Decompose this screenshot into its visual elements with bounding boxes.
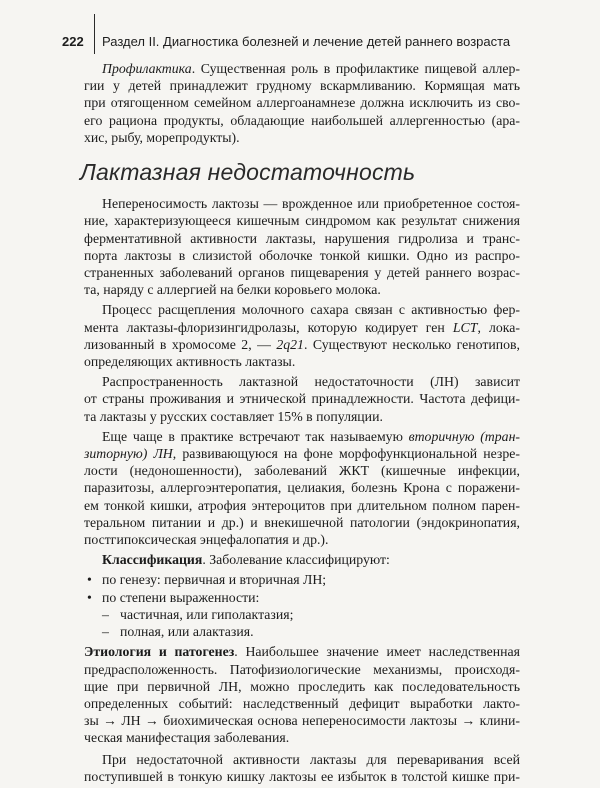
text-line: определенных событий: наследственный дефицит выработки лакто- xyxy=(84,695,520,711)
text-line: поступившей в тонкую кишку лактозы ее избыток в толстой кишке при- xyxy=(84,768,520,784)
header-divider xyxy=(94,14,95,54)
text-line: ферментативной активности лактазы, нарушения гидролиза и транс- xyxy=(84,230,520,246)
prophylaxis-lead: Профилактика xyxy=(102,61,192,76)
severity-sublist xyxy=(102,606,520,640)
text-line: Распространенность лактазной недостаточности (ЛН) зависит xyxy=(102,374,520,390)
secondary-ln-paragraph xyxy=(84,428,520,548)
text-line: ние, характеризующееся кишечным синдромом как результат снижения xyxy=(84,213,520,229)
text-line: Еще чаще в практике встречают так называемую вторичную (тран- xyxy=(102,428,521,444)
classification-paragraph xyxy=(84,551,520,568)
text-line: Классификация. Заболевание классифицируют: xyxy=(102,552,390,568)
text-line: теральном питании и др.) и внекишечной патологии (эндокринопатия, xyxy=(84,514,520,530)
text-line: та, наряду с аллергией на белки коровьего молока. xyxy=(84,282,381,298)
text-line: гии у детей принадлежит грудному вскармливанию. Кормящая мать xyxy=(84,78,520,94)
page-number: 222 xyxy=(62,34,84,49)
text-line: постгипоксическая энцефалопатия и др.). xyxy=(84,532,329,548)
text-line: щие при первичной ЛН, можно проследить как последовательность xyxy=(84,678,520,694)
text-line: при отягощенном семейном аллергоанамнезе должна исключить из сво- xyxy=(84,95,520,111)
chromosome-locus: 2q21 xyxy=(276,336,304,352)
dash-mark: – xyxy=(102,606,109,622)
definition-paragraph xyxy=(84,195,520,298)
text-line: Процесс расщепления молочного сахара связан с активностью фер- xyxy=(102,302,520,318)
final-paragraph xyxy=(84,751,520,785)
text-line: Этиология и патогенез. Наибольшее значение имеет наследственная xyxy=(84,644,520,660)
text-line: лизованный в хромосоме 2, — 2q21. Существуют несколько генотипов, xyxy=(84,336,520,352)
sub-list-item: – частичная, или гиполактазия; xyxy=(102,606,294,622)
prophylaxis-paragraph xyxy=(84,60,520,146)
sub-list-item: – полная, или алактазия. xyxy=(102,624,254,640)
text-line: определяющих активность лактазы. xyxy=(84,354,296,370)
text-line: паразитозы, аллергоэнтеропатия, целиакия, болезнь Крона с поражени- xyxy=(84,480,520,496)
text-line: его рациона продукты, обладающие наибольшей аллергенностью (ара- xyxy=(84,112,520,128)
text-line: ческая манифестация заболевания. xyxy=(84,730,290,746)
text-line: мента лактазы-флоризингидролазы, которую кодирует ген LCT, лока- xyxy=(84,319,520,335)
text-line: лости (недоношенности), заболеваний ЖКТ (кишечные инфекции, xyxy=(84,463,520,479)
running-head-title: Раздел II. Диагностика болезней и лечение детей раннего возраста xyxy=(102,34,511,49)
text-line: предрасположенность. Патофизиологические механизмы, происходя- xyxy=(84,661,520,677)
gene-name: LCT xyxy=(452,319,478,335)
bullet-mark: • xyxy=(87,572,92,588)
term-secondary: вторичную (тран- xyxy=(408,428,521,444)
etiology-paragraph xyxy=(84,643,520,746)
text-line: страненных заболеваний органов пищеварения у детей раннего возрас- xyxy=(84,265,520,281)
genetics-paragraph xyxy=(84,301,520,370)
running-head xyxy=(62,34,562,49)
text-line: та лактазы у русских составляет 15% в популяции. xyxy=(84,408,383,424)
prevalence-paragraph xyxy=(84,373,520,425)
text-line: от страны проживания и этнической принадлежности. Частота дефици- xyxy=(84,391,520,407)
dash-mark: – xyxy=(102,624,109,640)
list-item: • по степени выраженности: – частичная, или гиполактазия; – полная, или алактазия. xyxy=(84,589,520,641)
text-line: Профилактика. Существенная роль в профилактике пищевой аллер- xyxy=(102,61,520,76)
classification-list xyxy=(84,571,520,640)
text-line: хис, рыбу, морепродукты). xyxy=(84,129,240,145)
etiology-lead: Этиология и патогенез xyxy=(84,644,235,660)
text-line: зиторную) ЛН, развивающуюся на фоне морфофункциональной незре- xyxy=(84,446,520,462)
text-line: ем тонкой кишки, атрофия энтероцитов при длительном полном парен- xyxy=(84,497,520,513)
bullet-mark: • xyxy=(87,589,92,605)
section-title: Лактазная недостаточность xyxy=(80,159,416,186)
classification-lead: Классификация xyxy=(102,552,203,568)
text-line: При недостаточной активности лактазы для переваривания всей xyxy=(102,751,520,767)
list-item: • по генезу: первичная и вторичная ЛН; xyxy=(87,572,327,588)
body-text xyxy=(80,60,521,788)
text-line: Непереносимость лактозы — врожденное или приобретенное состоя- xyxy=(102,196,520,212)
text-line: порта лактозы в слизистой оболочке тонкой кишки. Одно из распро- xyxy=(84,247,520,263)
text-line: зы → ЛН → биохимическая основа непереносимости лактозы → клини- xyxy=(84,713,520,729)
